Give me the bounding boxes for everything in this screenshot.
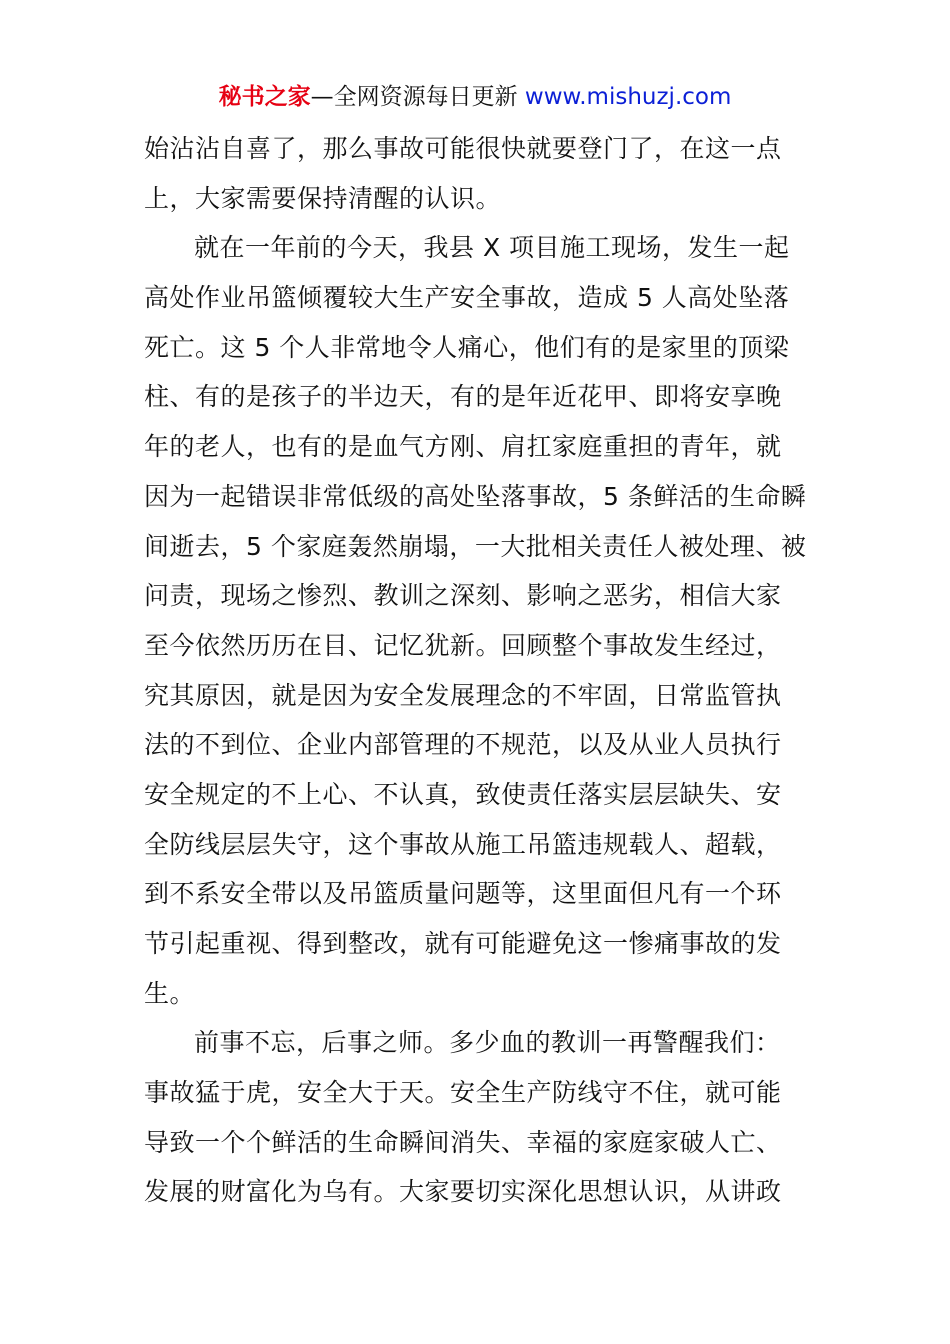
header-url-link[interactable]: www.mishuzj.com [524,84,732,110]
text-line: 安全规定的不上心、不认真，致使责任落实层层缺失、安 [144,779,782,809]
text-line: 柱、有的是孩子的半边天，有的是年近花甲、即将安享晚 [144,382,782,412]
text-line: 节引起重视、得到整改，就有可能避免这一惨痛事故的发 [144,929,782,958]
paragraph-start-line: 前事不忘，后事之师。多少血的教训一再警醒我们： [194,1028,781,1058]
text-line: 死亡。这 5 个人非常地令人痛心，他们有的是家里的顶梁 [144,332,790,362]
text-line: 年的老人，也有的是血气方刚、肩扛家庭重担的青年，就 [144,432,782,462]
text-line: 全防线层层失守，这个事故从施工吊篮违规载人、超载， [144,829,782,859]
paragraph-start-line: 就在一年前的今天，我县 X 项目施工现场，发生一起 [194,233,790,263]
text-line: 问责，现场之惨烈、教训之深刻、影响之恶劣，相信大家 [144,581,782,611]
document-body [144,124,808,1217]
text-line: 间逝去，5 个家庭轰然崩塌，一大批相关责任人被处理、被 [144,531,807,561]
text-line: 因为一起错误非常低级的高处坠落事故，5 条鲜活的生命瞬 [144,481,807,511]
header-brand: 秘书之家 [218,84,311,110]
text-line: 高处作业吊篮倾覆较大生产安全事故，造成 5 人高处坠落 [144,283,790,313]
text-line: 导致一个个鲜活的生命瞬间消失、幸福的家庭家破人亡、 [144,1127,782,1157]
text-line: 事故猛于虎，安全大于天。安全生产防线守不住，就可能 [144,1078,782,1108]
text-line: 发展的财富化为乌有。大家要切实深化思想认识，从讲政 [144,1177,782,1207]
text-line: 上，大家需要保持清醒的认识。 [144,183,502,213]
text-line: 到不系安全带以及吊篮质量问题等，这里面但凡有一个环 [144,879,782,909]
page-header [0,82,950,112]
text-line: 法的不到位、企业内部管理的不规范，以及从业人员执行 [144,730,782,760]
text-line: 始沾沾自喜了，那么事故可能很快就要登门了，在这一点 [144,134,782,163]
text-line: 生。 [144,978,196,1008]
header-tagline: —全网资源每日更新 [310,84,525,110]
text-line: 究其原因，就是因为安全发展理念的不牢固，日常监管执 [144,680,782,710]
text-line: 至今依然历历在目、记忆犹新。回顾整个事故发生经过， [144,630,782,660]
